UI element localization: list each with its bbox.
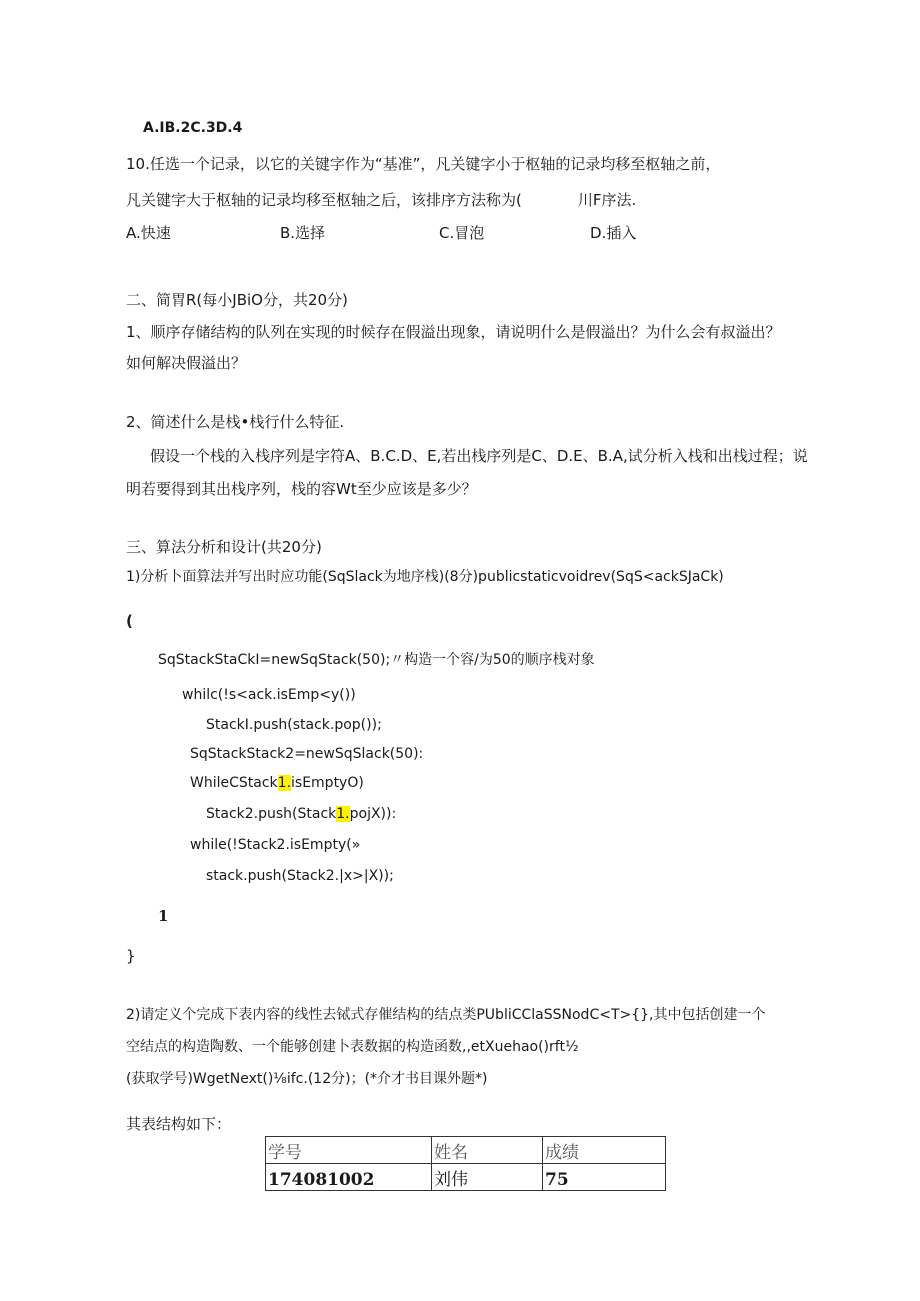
code-line-5b: isEmptyO) — [291, 775, 364, 791]
s3-q1-line: 1)分析卜面算法并写出时应功能(SqSlack为地序栈)(8分)publicstaticvoidrev(SqS<ackSJaCk) — [126, 569, 724, 585]
s3-q2-line-2: 空结点的构造陶数、一个能够创建卜表数据的构造函数,,etXuehao()rft½ — [126, 1039, 579, 1055]
s3-q2-line-3: (获取学号)WgetNext()⅛ifc.(12分)；(*介才书目课外题*) — [126, 1071, 488, 1087]
code-line-8: stack.push(Stack2.|x>|X)); — [206, 868, 394, 884]
q10-option-c: C.冒泡 — [439, 224, 485, 242]
s2-q2-line-1: 2、简述什么是栈•栈行什么特征. — [126, 413, 345, 431]
s2-q1-line-1: 1、顺序存储结构的队列在实现的时候存在假溢出现象，请说明什么是假溢出？为什么会有叔溢出？ — [126, 323, 781, 341]
code-line-9: 1 — [158, 907, 169, 925]
q10-line-1: 10.任选一个记录，以它的关键字作为“基准”，凡关键字小于枢轴的记录均移至枢轴之前， — [126, 155, 721, 173]
code-line-5a: WhileCStack — [190, 775, 278, 791]
cell-score: 75 — [543, 1164, 666, 1191]
q9-options: A.IB.2C.3D.4 — [143, 120, 243, 136]
code-line-5 — [190, 773, 364, 793]
code-open-brace: ( — [126, 612, 133, 630]
code-line-1: SqStackStaCkI=newSqStack(50);〃构造一个容/为50的顺序栈对象 — [158, 652, 595, 668]
student-table — [265, 1136, 666, 1191]
code-line-6a: Stack2.push(Stack — [206, 806, 337, 822]
s3-q2-line-1: 2)请定义个完成下表内容的线性去铽式存催结构的结点类PUbliCClaSSNodC<T>{},其中包括创建一个 — [126, 1007, 766, 1023]
highlight-mark: 1. — [336, 806, 350, 822]
q10-line-2 — [126, 190, 636, 210]
header-name: 姓名 — [432, 1137, 543, 1164]
q10-line-2a: 凡关键字大于枢轴的记录均移至枢轴之后，该排序方法称为( — [126, 191, 522, 209]
cell-name: 刘伟 — [432, 1164, 543, 1191]
table-intro: 其表结构如下： — [126, 1115, 232, 1133]
code-line-4: SqStackStack2=newSqSlack(50): — [190, 746, 424, 762]
code-line-6b: pojX)): — [349, 806, 397, 822]
cell-student-id: 174081002 — [266, 1164, 432, 1191]
s2-q2-line-3: 明若要得到其出栈序列，栈的容Wt至少应该是多少？ — [126, 480, 477, 498]
s2-q2-line-2: 假设一个栈的入栈序列是字符A、B.C.D、E,若出栈序列是C、D.E、B.A,试分析入栈和出栈过程；说 — [150, 447, 808, 465]
table-row — [266, 1164, 666, 1191]
q10-option-b: B.选择 — [280, 224, 326, 242]
highlight-mark: 1. — [277, 775, 292, 791]
code-close-brace: } — [126, 947, 136, 965]
code-line-2: whilc(!s<ack.isEmp<y()) — [182, 687, 356, 703]
s2-q1-line-2: 如何解决假溢出？ — [126, 354, 247, 372]
code-line-6 — [206, 804, 396, 824]
header-student-id: 学号 — [266, 1137, 432, 1164]
q10-option-d: D.插入 — [590, 224, 637, 242]
section2-heading: 二、简胃R(每小JBiO分，共20分) — [126, 291, 348, 309]
section3-heading: 三、算法分析和设计(共20分) — [126, 538, 322, 556]
q10-option-a: A.快速 — [126, 224, 171, 242]
header-score: 成绩 — [543, 1137, 666, 1164]
table-header-row — [266, 1137, 666, 1164]
code-line-7: while(!Stack2.isEmpty(» — [190, 837, 361, 853]
q10-line-2b: 川F序法. — [577, 191, 637, 209]
code-line-3: StackI.push(stack.pop()); — [206, 717, 382, 733]
